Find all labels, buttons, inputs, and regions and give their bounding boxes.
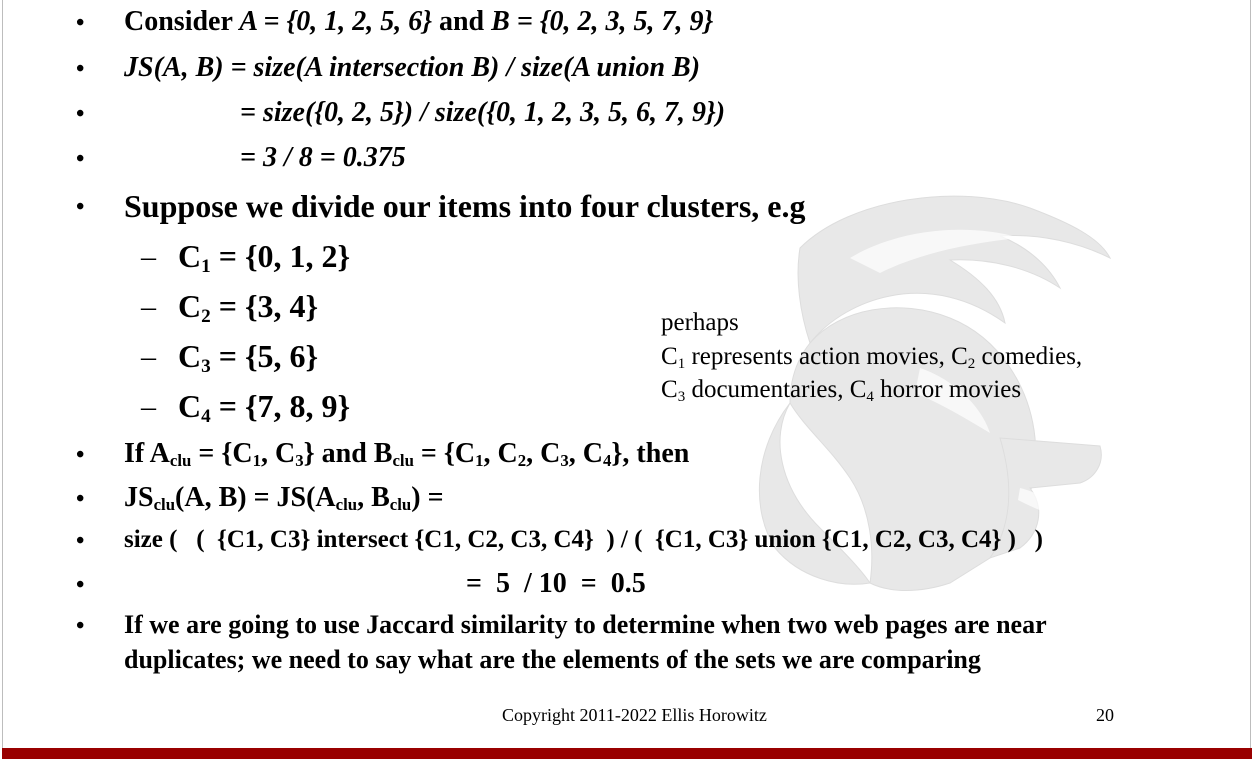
note-c-letter: C	[661, 343, 678, 370]
subscript: 2	[517, 451, 527, 471]
text-run: JS	[124, 482, 154, 513]
bullet-marker: •	[76, 528, 85, 554]
consider-text: Consider	[124, 6, 240, 37]
cluster-c2-line	[178, 288, 318, 325]
bullet-marker: •	[76, 146, 85, 172]
bullet-marker: •	[76, 442, 85, 468]
aclu-bclu-line	[124, 438, 689, 470]
note-perhaps: perhaps	[661, 309, 739, 336]
slide-right-border	[1250, 0, 1251, 748]
jsclu-line	[124, 482, 444, 514]
cluster-c1-subscript: 1	[201, 255, 211, 277]
bullet-marker: •	[76, 56, 85, 82]
sets-definition-line	[124, 6, 713, 38]
cluster-c4-subscript: 4	[201, 405, 211, 427]
note-line-c3-c4	[661, 376, 1021, 404]
text-run: }, then	[611, 438, 690, 469]
subscript: clu	[335, 495, 358, 515]
note-text: documentaries, C	[685, 376, 867, 403]
subscript: clu	[169, 451, 192, 471]
note-subscript: 3	[677, 388, 686, 405]
subscript: 4	[603, 451, 612, 471]
size-result-line: = 5 / 10 = 0.5	[466, 568, 646, 599]
size-expression-line: size ( ( {C1, C3} intersect {C1, C2, C3, C4} ) / ( {C1, C3} union {C1, C2, C3, C4} ) )	[124, 526, 1043, 553]
set-b-text: B = {0, 2, 3, 5, 7, 9}	[491, 6, 714, 37]
cluster-c2-subscript: 2	[201, 305, 211, 327]
dash-marker: –	[141, 290, 156, 323]
note-line-c1-c2	[661, 343, 1082, 371]
bullet-marker: •	[76, 572, 85, 598]
cluster-c1-set: = {0, 1, 2}	[210, 238, 351, 274]
js-expansion-line: = size({0, 2, 5}) / size({0, 1, 2, 3, 5, 6, 7, 9})	[240, 97, 726, 128]
cluster-c4-line	[178, 388, 350, 425]
cluster-c1-line	[178, 238, 350, 275]
text-run: = {C	[413, 438, 476, 469]
text-run: (A, B) = JS(A	[175, 482, 336, 513]
note-subscript: 2	[967, 355, 976, 372]
clusters-intro-line: Suppose we divide our items into four clusters, e.g	[124, 188, 806, 224]
dash-marker: –	[141, 390, 156, 423]
cluster-c4-set: = {7, 8, 9}	[210, 388, 351, 424]
note-text: represents action movies, C	[685, 343, 968, 370]
cluster-c2-letter: C	[178, 288, 202, 324]
set-a-text: A = {0, 1, 2, 5, 6}	[239, 6, 432, 37]
subscript: 1	[475, 451, 484, 471]
text-run: } and B	[303, 438, 393, 469]
text-run: If A	[124, 438, 170, 469]
text-run: = {C	[191, 438, 253, 469]
text-run: , C	[568, 438, 603, 469]
slide-left-border	[2, 0, 3, 748]
note-text: comedies,	[975, 343, 1083, 370]
js-formula-line: JS(A, B) = size(A intersection B) / size(A union B)	[124, 52, 701, 83]
bottom-accent-bar	[2, 748, 1252, 759]
note-subscript: 1	[677, 355, 686, 372]
bullet-marker: •	[76, 101, 85, 127]
page-number: 20	[1096, 705, 1114, 725]
cluster-c3-letter: C	[178, 338, 202, 374]
note-text: horror movies	[873, 376, 1022, 403]
dash-marker: –	[141, 240, 156, 273]
subscript: clu	[153, 495, 176, 515]
text-run: , C	[483, 438, 518, 469]
cluster-c2-set: = {3, 4}	[210, 288, 319, 324]
subscript: clu	[389, 495, 412, 515]
text-run: , B	[357, 482, 390, 513]
bullet-marker: •	[76, 10, 85, 36]
subscript: 3	[295, 451, 304, 471]
and-text: and	[431, 6, 492, 37]
cluster-c3-subscript: 3	[201, 355, 211, 377]
subscript: 3	[560, 451, 569, 471]
cluster-c3-line	[178, 338, 318, 375]
note-c-letter: C	[661, 376, 678, 403]
note-subscript: 4	[866, 388, 874, 405]
jaccard-web-pages-line-2: duplicates; we need to say what are the elements of the sets we are comparing	[124, 645, 981, 674]
text-run: ) =	[411, 482, 444, 513]
js-result-line: = 3 / 8 = 0.375	[240, 142, 406, 173]
dash-marker: –	[141, 340, 156, 373]
bullet-marker: •	[76, 613, 85, 639]
subscript: 1	[252, 451, 261, 471]
cluster-c1-letter: C	[178, 238, 202, 274]
text-run: , C	[260, 438, 296, 469]
bullet-marker: •	[76, 486, 85, 512]
bullet-marker: •	[76, 194, 85, 220]
jaccard-web-pages-line-1: If we are going to use Jaccard similarity to determine when two web pages are near	[124, 610, 1047, 639]
text-run: , C	[526, 438, 561, 469]
copyright-footer: Copyright 2011-2022 Ellis Horowitz	[502, 705, 767, 725]
cluster-c4-letter: C	[178, 388, 202, 424]
cluster-c3-set: = {5, 6}	[210, 338, 319, 374]
subscript: clu	[392, 451, 414, 471]
